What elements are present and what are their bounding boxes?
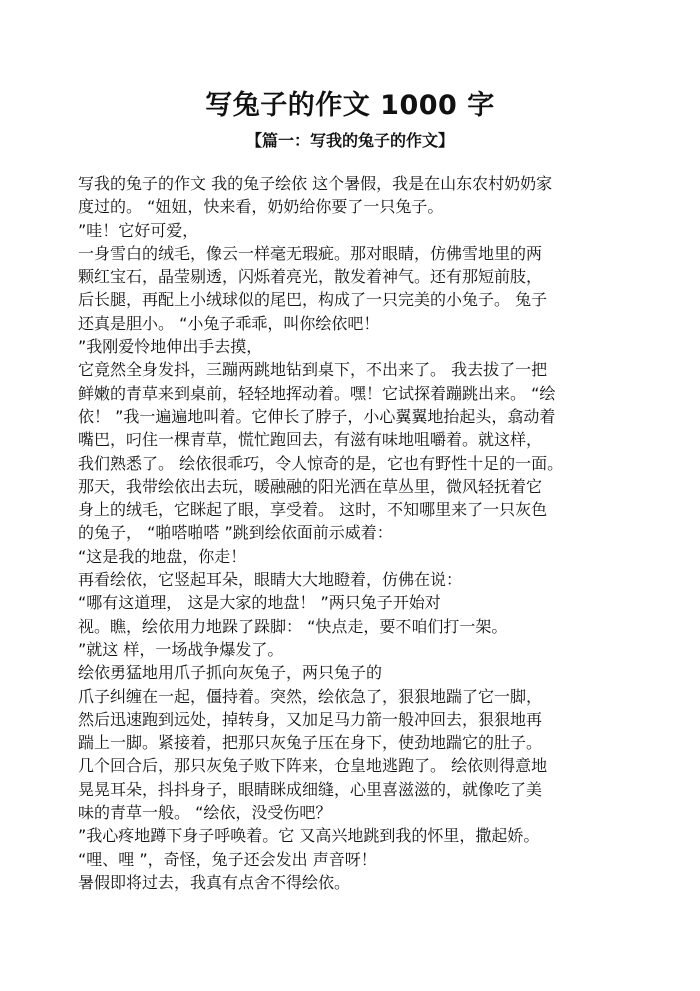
text-line: “哩、哩 ”，奇怪，兔子还会发出 声音呀！ [78,849,377,869]
text-line: 它竟然全身发抖，三蹦两跳地钻到桌下，不出来了。 我去拔了一把 [78,360,548,380]
text-line: 写我的兔子的作文 我的兔子绘依 这个暑假，我是在山东农村奶奶家 [78,174,553,193]
text-line: 颗红宝石，晶莹剔透，闪烁着亮光，散发着神气。还有那短前肢， [78,267,543,287]
essay-body [78,172,638,894]
text-line: ”我心疼地蹲下身子呼唤着。它 又高兴地跳到我的怀里，撒起娇。 [78,826,540,846]
text-line: 的兔子， “啪嗒啪嗒 ”跳到绘依面前示威着： [78,523,393,543]
text-line: 踹上一脚。紧接着，把那只灰兔子压在身下，使劲地踹它的肚子。 [78,733,543,753]
text-line: 还真是胆小。 “小兔子乖乖，叫你绘依吧！ [78,313,380,333]
text-line: 然后迅速跑到远处，掉转身，又加足马力箭一般冲回去，狠狠地再 [78,709,543,729]
text-line: 嘴巴，叼住一棵青草，慌忙跑回去，有滋有味地咀嚼着。就这样， [78,430,543,450]
text-line: ”我刚爱怜地伸出手去摸， [78,337,263,357]
text-line: 视。瞧，绘依用力地跺了跺脚： “快点走，要不咱们打一架。 [78,616,508,636]
text-line: 我们熟悉了。 绘依很乖巧，令人惊奇的是，它也有野性十足的一面。 [78,453,564,473]
document-subtitle: 【篇一：写我的兔子的作文】 [245,131,454,150]
text-line: 那天，我带绘依出去玩，暖融融的阳光洒在草丛里，微风轻抚着它 [78,476,543,496]
text-line: 绘依勇猛地用爪子抓向灰兔子，两只兔子的 [78,663,383,683]
text-line: “哪有这道理， 这是大家的地盘！ ”两只兔子开始对 [78,593,441,613]
text-line: 几个回合后，那只灰兔子败下阵来，仓皇地逃跑了。 绘依则得意地 [78,756,548,776]
text-line: 度过的。 “妞妞，快来看，奶奶给你要了一只兔子。 [78,197,444,217]
text-line: 晃晃耳朵，抖抖身子，眼睛眯成细缝，心里喜滋滋的，就像吃了美 [78,779,543,799]
text-line: “这是我的地盘，你走！ [78,546,247,566]
text-line: 依！ ”我一遍遍地叫着。它伸长了脖子，小心翼翼地抬起头，翕动着 [78,406,556,426]
text-line: ”哇！它好可爱， [78,220,199,240]
document-title: 写兔子的作文 1000 字 [205,90,495,121]
text-line: ”就这 样，一场战争爆发了。 [78,639,284,659]
text-line: 再看绘依，它竖起耳朵，眼睛大大地瞪着，仿佛在说： [78,570,463,590]
text-line: 味的青草一般。 “绘依，没受伤吧？ [78,803,332,823]
text-line: 后长腿，再配上小绒球似的尾巴，构成了一只完美的小兔子。 兔子 [78,290,548,310]
text-line: 鲜嫩的青草来到桌前，轻轻地挥动着。嘿！它试探着蹦跳出来。 “绘 [78,383,556,403]
text-line: 一身雪白的绒毛，像云一样毫无瑕疵。那对眼睛，仿佛雪地里的两 [78,243,543,263]
text-line: 爪子纠缠在一起，僵持着。突然，绘依急了，狠狠地踹了它一脚， [78,686,543,706]
text-line: 身上的绒毛，它眯起了眼，享受着。 这时，不知哪里来了一只灰色 [78,500,548,520]
text-line: 暑假即将过去，我真有点舍不得绘依。 [78,872,351,892]
